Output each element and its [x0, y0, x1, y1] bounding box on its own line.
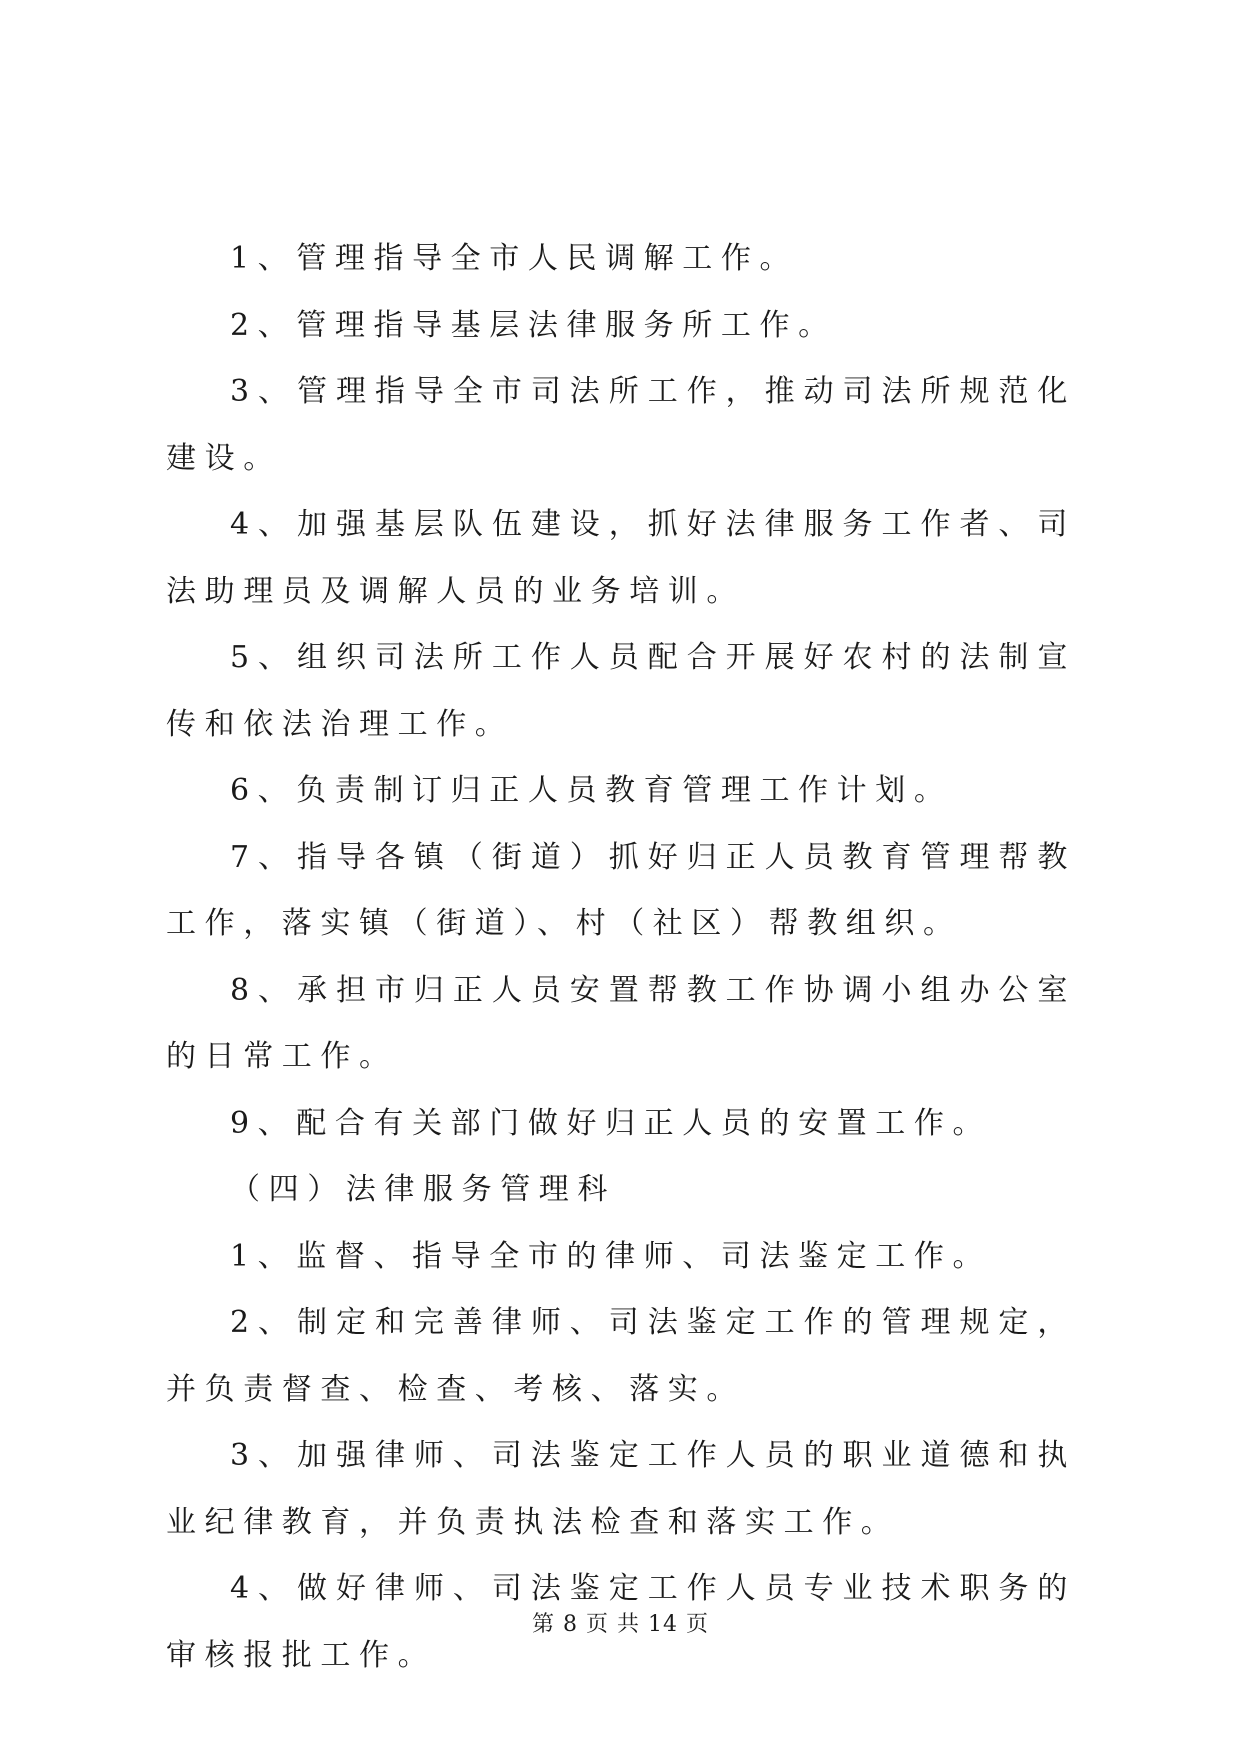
list-item: 8、承担市归正人员安置帮教工作协调小组办公室的日常工作。 — [166, 972, 1076, 1074]
document-body — [166, 226, 1076, 1689]
list-item: 6、负责制订归正人员教育管理工作计划。 — [230, 773, 953, 808]
list-item: 4、做好律师、司法鉴定工作人员专业技术职务的审核报批工作。 — [166, 1571, 1076, 1673]
section-heading: （四）法律服务管理科 — [230, 1172, 616, 1207]
list-item: 5、组织司法所工作人员配合开展好农村的法制宣传和依法治理工作。 — [166, 640, 1076, 742]
list-item: 1、监督、指导全市的律师、司法鉴定工作。 — [230, 1238, 992, 1274]
list-item: 7、指导各镇（街道）抓好归正人员教育管理帮教工作，落实镇（街道）、村（社区）帮教组织。 — [166, 839, 1076, 941]
list-item: 2、管理指导基层法律服务所工作。 — [230, 307, 837, 343]
list-item: 9、配合有关部门做好归正人员的安置工作。 — [230, 1105, 992, 1141]
list-item: 1、管理指导全市人民调解工作。 — [230, 241, 799, 276]
list-item: 2、制定和完善律师、司法鉴定工作的管理规定，并负责督查、检查、考核、落实。 — [166, 1305, 1076, 1407]
list-item: 4、加强基层队伍建设，抓好法律服务工作者、司法助理员及调解人员的业务培训。 — [166, 507, 1076, 609]
list-item: 3、加强律师、司法鉴定工作人员的职业道德和执业纪律教育，并负责执法检查和落实工作。 — [166, 1438, 1076, 1540]
page-number-footer: 第 8 页 共 14 页 — [532, 1612, 709, 1637]
list-item: 3、管理指导全市司法所工作，推动司法所规范化建设。 — [166, 374, 1076, 476]
